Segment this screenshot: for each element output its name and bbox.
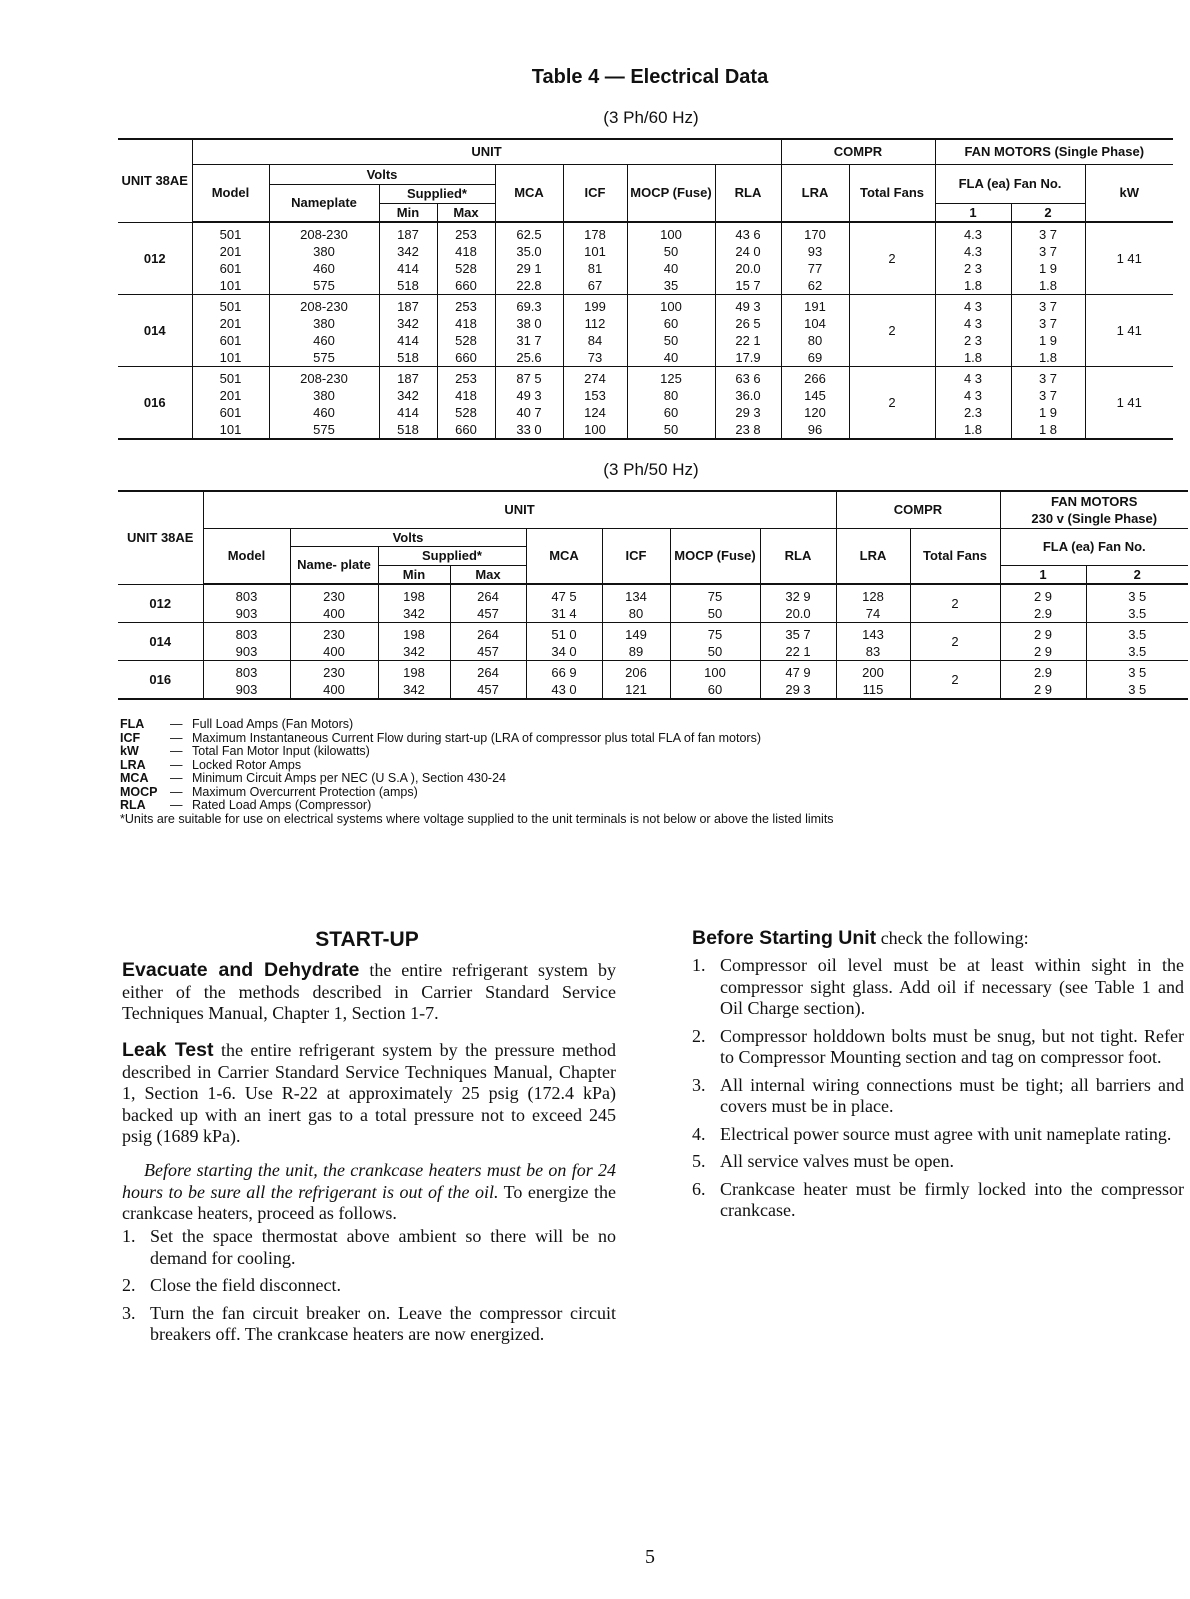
start-up-steps-list [122, 1226, 616, 1352]
before-starting-checklist [692, 955, 1184, 1228]
icf-cell: 206 121 [602, 661, 670, 700]
fla-1-cell: 2 9 2.9 [1000, 584, 1086, 623]
legend-item: ICF — Maximum Instantaneous Current Flow during start-up (LRA of compressor plus total FLA of fan motors) [120, 730, 761, 745]
icf-cell: 274 153 124 100 [563, 367, 627, 440]
legend-item: LRA — Locked Rotor Amps [120, 757, 302, 772]
header-fan-motors: FAN MOTORS 230 v (Single Phase) [1000, 491, 1188, 528]
max-cell: 264 457 [450, 661, 526, 700]
icf-cell: 149 89 [602, 623, 670, 661]
unit-cell: 016 [118, 661, 203, 700]
max-cell: 253 418 528 660 [437, 367, 495, 440]
nameplate-cell: 208-230 380 460 575 [269, 222, 379, 295]
list-item: 4. Electrical power source must agree with unit nameplate rating. [692, 1123, 1172, 1144]
mocp-cell: 100 60 [670, 661, 760, 700]
table-row [118, 295, 1173, 367]
table-row [118, 584, 1188, 623]
list-item: 2. Compressor holddown bolts must be snug, but not tight. Refer to Compressor Mounting section and tag on compressor foot. [692, 1025, 1184, 1067]
table-footnote: *Units are suitable for use on electrical systems where voltage supplied to the unit terminals is not below or above the listed limits [120, 811, 834, 826]
table-row [118, 661, 1188, 700]
min-cell: 187 342 414 518 [379, 295, 437, 367]
list-item: 1. Compressor oil level must be at least within sight in the compressor sight glass. Add oil if necessary (see Table 1 and Oil Charge section). [692, 955, 1184, 1018]
table-60hz-subtitle: (3 Ph/60 Hz) [603, 108, 699, 127]
lra-cell: 143 83 [836, 623, 910, 661]
header-mocp: MOCP (Fuse) [670, 528, 760, 584]
total-fans-cell: 2 [849, 295, 935, 367]
max-cell: 253 418 528 660 [437, 222, 495, 295]
page-number: 5 [645, 1546, 655, 1568]
header-mca: MCA [495, 164, 563, 222]
kw-cell: 1 41 [1085, 222, 1173, 295]
table-title: Table 4 — Electrical Data [531, 66, 769, 88]
unit-cell: 014 [118, 623, 203, 661]
list-item: 3. All internal wiring connections must be tight; all barriers and covers must be in place. [692, 1074, 1184, 1116]
mocp-cell: 100 50 40 35 [627, 222, 715, 295]
mocp-cell: 125 80 60 50 [627, 367, 715, 440]
min-cell: 187 342 414 518 [379, 222, 437, 295]
header-icf: ICF [563, 164, 627, 222]
unit-cell: 014 [118, 295, 192, 367]
fla-2-cell: 3.5 3.5 [1086, 623, 1188, 661]
header-mca: MCA [526, 528, 602, 584]
fla-1-cell: 4.3 4.3 2 3 1.8 [935, 222, 1011, 295]
header-fla: FLA (ea) Fan No. [1000, 528, 1188, 565]
fla-2-cell: 3 7 3 7 1 9 1.8 [1011, 222, 1085, 295]
fla-2-cell: 3 7 3 7 1 9 1 8 [1011, 367, 1085, 440]
table-row [118, 367, 1173, 440]
icf-cell: 134 80 [602, 584, 670, 623]
section-title-start-up: START-UP [315, 928, 419, 951]
header-nameplate: Nameplate [269, 184, 379, 222]
leak-test-heading: Leak Test [122, 1039, 214, 1061]
header-max: Max [437, 203, 495, 222]
model-cell: 803 903 [203, 661, 290, 700]
list-item: 6. Crankcase heater must be firmly locked into the compressor crankcase. [692, 1178, 1184, 1220]
unit-cell: 016 [118, 367, 192, 440]
total-fans-cell: 2 [849, 367, 935, 440]
fla-2-cell: 3 5 3.5 [1086, 584, 1188, 623]
header-unit: UNIT [203, 491, 836, 528]
nameplate-cell: 230 400 [290, 661, 378, 700]
caution-italic-text: Before starting the unit, the crankcase heaters must be on for 24 hours to be sure all the refrigerant is out of the oil. [122, 1160, 616, 1202]
mca-cell: 51 0 34 0 [526, 623, 602, 661]
max-cell: 253 418 528 660 [437, 295, 495, 367]
model-cell: 501 201 601 101 [192, 222, 269, 295]
icf-cell: 178 101 81 67 [563, 222, 627, 295]
evacuate-text: the entire refrigerant system by either of the methods described in Carrier Standard Service Techniques Manual, Chapter 1, Section 1-7. [122, 960, 616, 1023]
max-cell: 264 457 [450, 584, 526, 623]
list-item: 1. Set the space thermostat above ambient so there will be no demand for cooling. [122, 1226, 616, 1268]
header-lra: LRA [836, 528, 910, 584]
rla-cell: 47 9 29 3 [760, 661, 836, 700]
electrical-data-table-50hz [118, 490, 1188, 700]
fla-1-cell: 4 3 4 3 2 3 1.8 [935, 295, 1011, 367]
table-legend [120, 718, 880, 826]
header-max: Max [450, 565, 526, 584]
total-fans-cell: 2 [910, 623, 1000, 661]
fla-2-cell: 3 5 3 5 [1086, 661, 1188, 700]
header-rla: RLA [715, 164, 781, 222]
header-fan-2: 2 [1011, 203, 1085, 222]
header-volts: Volts [269, 164, 495, 184]
nameplate-cell: 208-230 380 460 575 [269, 295, 379, 367]
list-item: 3. Turn the fan circuit breaker on. Leave the compressor circuit breakers off. The crankcase heaters are now energized. [122, 1302, 616, 1344]
header-total-fans: Total Fans [849, 164, 935, 222]
header-mocp: MOCP (Fuse) [627, 164, 715, 222]
rla-cell: 35 7 22 1 [760, 623, 836, 661]
mocp-cell: 75 50 [670, 623, 760, 661]
min-cell: 198 342 [378, 623, 450, 661]
leak-test-paragraph [122, 1040, 616, 1148]
rla-cell: 32 9 20.0 [760, 584, 836, 623]
header-total-fans: Total Fans [910, 528, 1000, 584]
header-model: Model [203, 528, 290, 584]
header-model: Model [192, 164, 269, 222]
model-cell: 803 903 [203, 584, 290, 623]
nameplate-cell: 230 400 [290, 623, 378, 661]
table-row [118, 222, 1173, 295]
legend-item: MOCP — Maximum Overcurrent Protection (amps) [120, 784, 418, 799]
total-fans-cell: 2 [849, 222, 935, 295]
fla-1-cell: 2.9 2 9 [1000, 661, 1086, 700]
mocp-cell: 75 50 [670, 584, 760, 623]
header-volts: Volts [290, 528, 526, 546]
lra-cell: 266 145 120 96 [781, 367, 849, 440]
electrical-data-table-60hz [118, 138, 1173, 440]
header-compr: COMPR [836, 491, 1000, 528]
fla-1-cell: 4 3 4 3 2.3 1.8 [935, 367, 1011, 440]
header-fla: FLA (ea) Fan No. [935, 164, 1085, 203]
header-min: Min [378, 565, 450, 584]
header-lra: LRA [781, 164, 849, 222]
nameplate-cell: 208-230 380 460 575 [269, 367, 379, 440]
max-cell: 264 457 [450, 623, 526, 661]
table-50hz-subtitle: (3 Ph/50 Hz) [603, 460, 699, 479]
total-fans-cell: 2 [910, 584, 1000, 623]
caution-paragraph [122, 1160, 616, 1225]
lra-cell: 170 93 77 62 [781, 222, 849, 295]
mca-cell: 66 9 43 0 [526, 661, 602, 700]
rla-cell: 43 6 24 0 20.0 15 7 [715, 222, 781, 295]
min-cell: 198 342 [378, 584, 450, 623]
total-fans-cell: 2 [910, 661, 1000, 700]
rla-cell: 63 6 36.0 29 3 23 8 [715, 367, 781, 440]
header-nameplate: Name- plate [290, 546, 378, 584]
before-starting-paragraph [692, 928, 1184, 950]
mocp-cell: 100 60 50 40 [627, 295, 715, 367]
header-supplied: Supplied* [379, 184, 495, 203]
table-row [118, 623, 1188, 661]
header-supplied: Supplied* [378, 546, 526, 565]
caution-text: To energize the crankcase heaters, proceed as follows. [122, 1181, 616, 1223]
list-item: 2. Close the field disconnect. [122, 1275, 341, 1295]
list-item: 5. All service valves must be open. [692, 1151, 954, 1171]
mca-cell: 69.3 38 0 31 7 25.6 [495, 295, 563, 367]
lra-cell: 200 115 [836, 661, 910, 700]
header-fan-1: 1 [935, 203, 1011, 222]
unit-cell: 012 [118, 222, 192, 295]
mca-cell: 62.5 35.0 29 1 22.8 [495, 222, 563, 295]
legend-item: kW — Total Fan Motor Input (kilowatts) [120, 744, 370, 758]
legend-item: FLA — Full Load Amps (Fan Motors) [120, 717, 354, 731]
unit-cell: 012 [118, 584, 203, 623]
header-unit-38ae: UNIT 38AE [118, 491, 203, 584]
nameplate-cell: 230 400 [290, 584, 378, 623]
header-kw: kW [1085, 164, 1173, 222]
legend-item: RLA — Rated Load Amps (Compressor) [120, 798, 372, 812]
header-icf: ICF [602, 528, 670, 584]
lra-cell: 128 74 [836, 584, 910, 623]
before-starting-intro: check the following: [880, 928, 1029, 948]
icf-cell: 199 112 84 73 [563, 295, 627, 367]
legend-item: MCA — Minimum Circuit Amps per NEC (U S.A ), Section 430-24 [120, 771, 506, 785]
model-cell: 803 903 [203, 623, 290, 661]
lra-cell: 191 104 80 69 [781, 295, 849, 367]
header-rla: RLA [760, 528, 836, 584]
header-fan-1: 1 [1000, 565, 1086, 584]
before-starting-heading: Before Starting Unit [692, 927, 877, 949]
kw-cell: 1 41 [1085, 367, 1173, 440]
mca-cell: 47 5 31 4 [526, 584, 602, 623]
model-cell: 501 201 601 101 [192, 367, 269, 440]
header-fan-2: 2 [1086, 565, 1188, 584]
mca-cell: 87 5 49 3 40 7 33 0 [495, 367, 563, 440]
model-cell: 501 201 601 101 [192, 295, 269, 367]
kw-cell: 1 41 [1085, 295, 1173, 367]
header-unit: UNIT [192, 139, 781, 164]
fla-1-cell: 2 9 2 9 [1000, 623, 1086, 661]
rla-cell: 49 3 26 5 22 1 17.9 [715, 295, 781, 367]
header-compr: COMPR [781, 139, 935, 164]
min-cell: 198 342 [378, 661, 450, 700]
leak-test-text: the entire refrigerant system by the pressure method described in Carrier Standard Service Techniques Manual, Chapter 1, Section 1-6. Use R-22 at approximately 25 psig (172.4 kPa) backed up with an inert gas to a total pressure not to exceed 245 psig (1689 kPa). [122, 1040, 617, 1146]
header-min: Min [379, 203, 437, 222]
evacuate-heading: Evacuate and Dehydrate [122, 959, 360, 981]
fla-2-cell: 3 7 3 7 1 9 1.8 [1011, 295, 1085, 367]
header-unit-38ae: UNIT 38AE [118, 139, 192, 222]
min-cell: 187 342 414 518 [379, 367, 437, 440]
header-fan-motors: FAN MOTORS (Single Phase) [935, 139, 1173, 164]
evacuate-paragraph [122, 960, 616, 1025]
